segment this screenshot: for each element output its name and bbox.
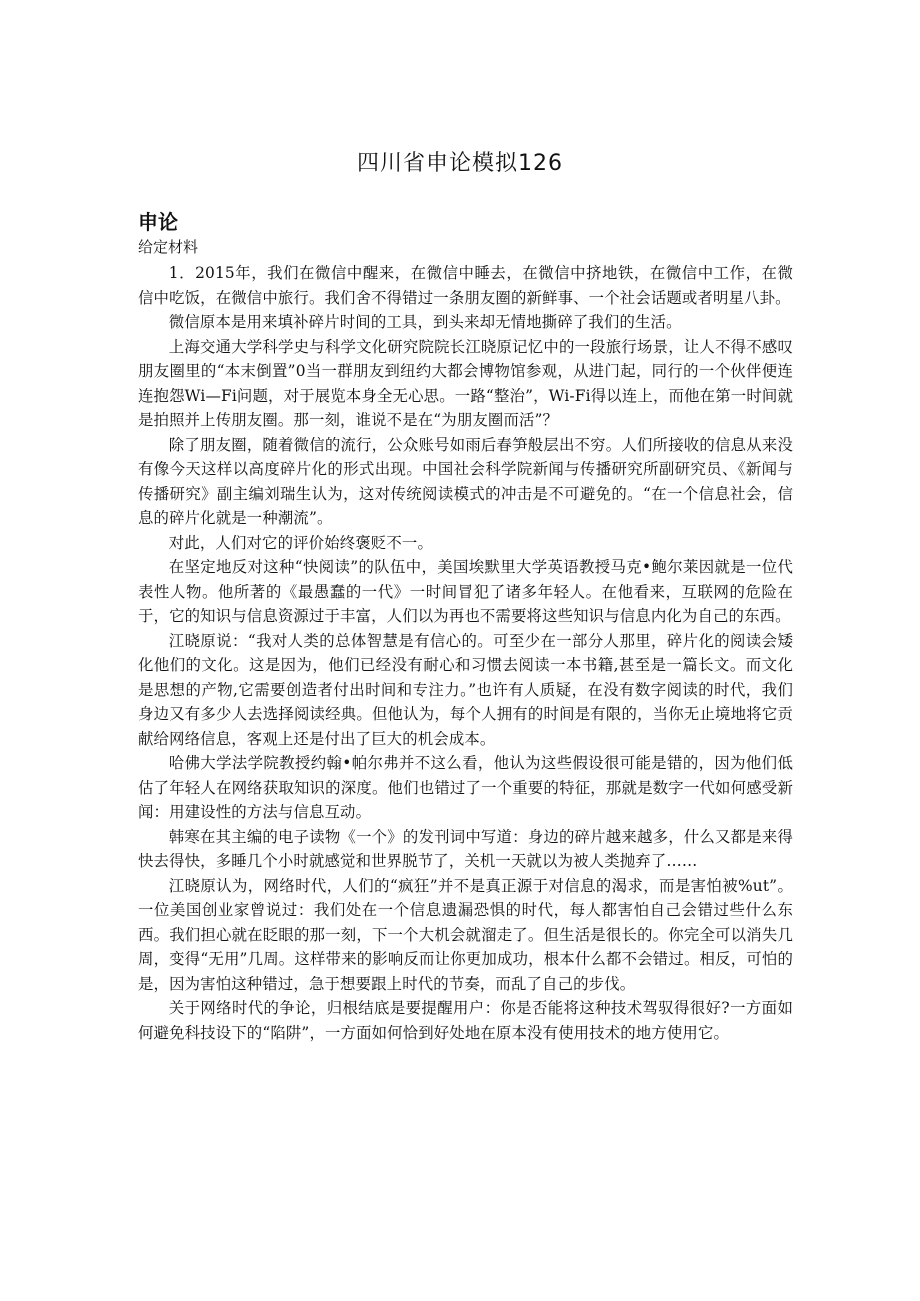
paragraph: 除了朋友圈，随着微信的流行，公众账号如雨后春笋般层出不穷。人们所接收的信息从来没有像今天这样以高度碎片化的形式出现。中国社会科学院新闻与传播研究所副研究员、《新闻与传播研究》副主编刘瑞生认为，这对传统阅读模式的冲击是不可避免的。“在一个信息社会，信息的碎片化就是一种潮流”。 — [138, 435, 793, 527]
sub-heading: 给定材料 — [138, 238, 199, 256]
paragraph: 上海交通大学科学史与科学文化研究院院长江晓原记忆中的一段旅行场景，让人不得不感叹朋友圈里的“本末倒置”0当一群朋友到纽约大都会博物馆参观，从进门起，同行的一个伙伴便连连抱怨Wi—Fi问题，对于展览本身全无心思。一路“整治”，Wi-Fi得以连上，而他在第一时间就是拍照并上传朋友圈。那一刻，谁说不是在“为朋友圈而活”？ — [138, 337, 793, 429]
page-title: 四川省申论模拟126 — [357, 151, 563, 176]
paragraph: 江晓原说：“我对人类的总体智慧是有信心的。可至少在一部分人那里，碎片化的阅读会矮化他们的文化。这是因为，他们已经没有耐心和习惯去阅读一本书籍,甚至是一篇长文。而文化是思想的产物,它需要创造者付出时间和专注力。”也许有人质疑，在没有数字阅读的时代，我们身边又有多少人去选择阅读经典。但他认为，每个人拥有的时间是有限的，当你无止境地将它贡献给网络信息，客观上还是付出了巨大的机会成本。 — [138, 631, 793, 748]
material-body — [138, 261, 793, 1045]
paragraph: 韩寒在其主编的电子读物《一个》的发刊词中写道：身边的碎片越来越多，什么又都是来得快去得快，多睡几个小时就感觉和世界脱节了，关机一天就以为被人类抛弃了…… — [138, 827, 793, 870]
paragraph: 关于网络时代的争论，归根结底是要提醒用户：你是否能将这种技术驾驭得很好?一方面如何避免科技设下的“陷阱”，一方面如何恰到好处地在原本没有使用技术的地方使用它。 — [138, 999, 793, 1042]
paragraph: 哈佛大学法学院教授约翰•帕尔弗并不这么看，他认为这些假设很可能是错的，因为他们低估了年轻人在网络获取知识的深度。他们也错过了一个重要的特征，那就是数字一代如何感受新闻：用建设性的方法与信息互动。 — [138, 754, 793, 821]
paragraph: 微信原本是用来填补碎片时间的工具，到头来却无情地撕碎了我们的生活。 — [168, 313, 682, 331]
section-heading: 申论 — [138, 210, 178, 234]
paragraph: 在坚定地反对这种“快阅读”的队伍中，美国埃默里大学英语教授马克•鲍尔莱因就是一位代表性人物。他所著的《最愚蠢的一代》一时间冒犯了诸多年轻人。在他看来，互联网的危险在于，它的知识与信息资源过于丰富，人们以为再也不需要将这些知识与信息内化为自己的东西。 — [138, 558, 793, 625]
paragraph: 对此，人们对它的评价始终褒贬不一。 — [168, 533, 433, 552]
paragraph: 1．2015年，我们在微信中醒来，在微信中睡去，在微信中挤地铁，在微信中工作，在微信中吃饭，在微信中旅行。我们舍不得错过一条朋友圈的新鲜事、一个社会话题或者明星八卦。 — [138, 264, 793, 307]
paragraph: 江晓原认为，网络时代，人们的“疯狂”并不是真正源于对信息的渴求，而是害怕被%ut”。一位美国创业家曾说过：我们处在一个信息遗漏恐惧的时代，每人都害怕自己会错过些什么东西。我们担心就在眨眼的那一刻，下一个大机会就溜走了。但生活是很长的。你完全可以消失几周，变得“无用”几周。这样带来的影响反而让你更加成功，根本什么都不会错过。相反，可怕的是，因为害怕这种错过，急于想要跟上时代的节奏，而乱了自己的步伐。 — [138, 876, 793, 993]
